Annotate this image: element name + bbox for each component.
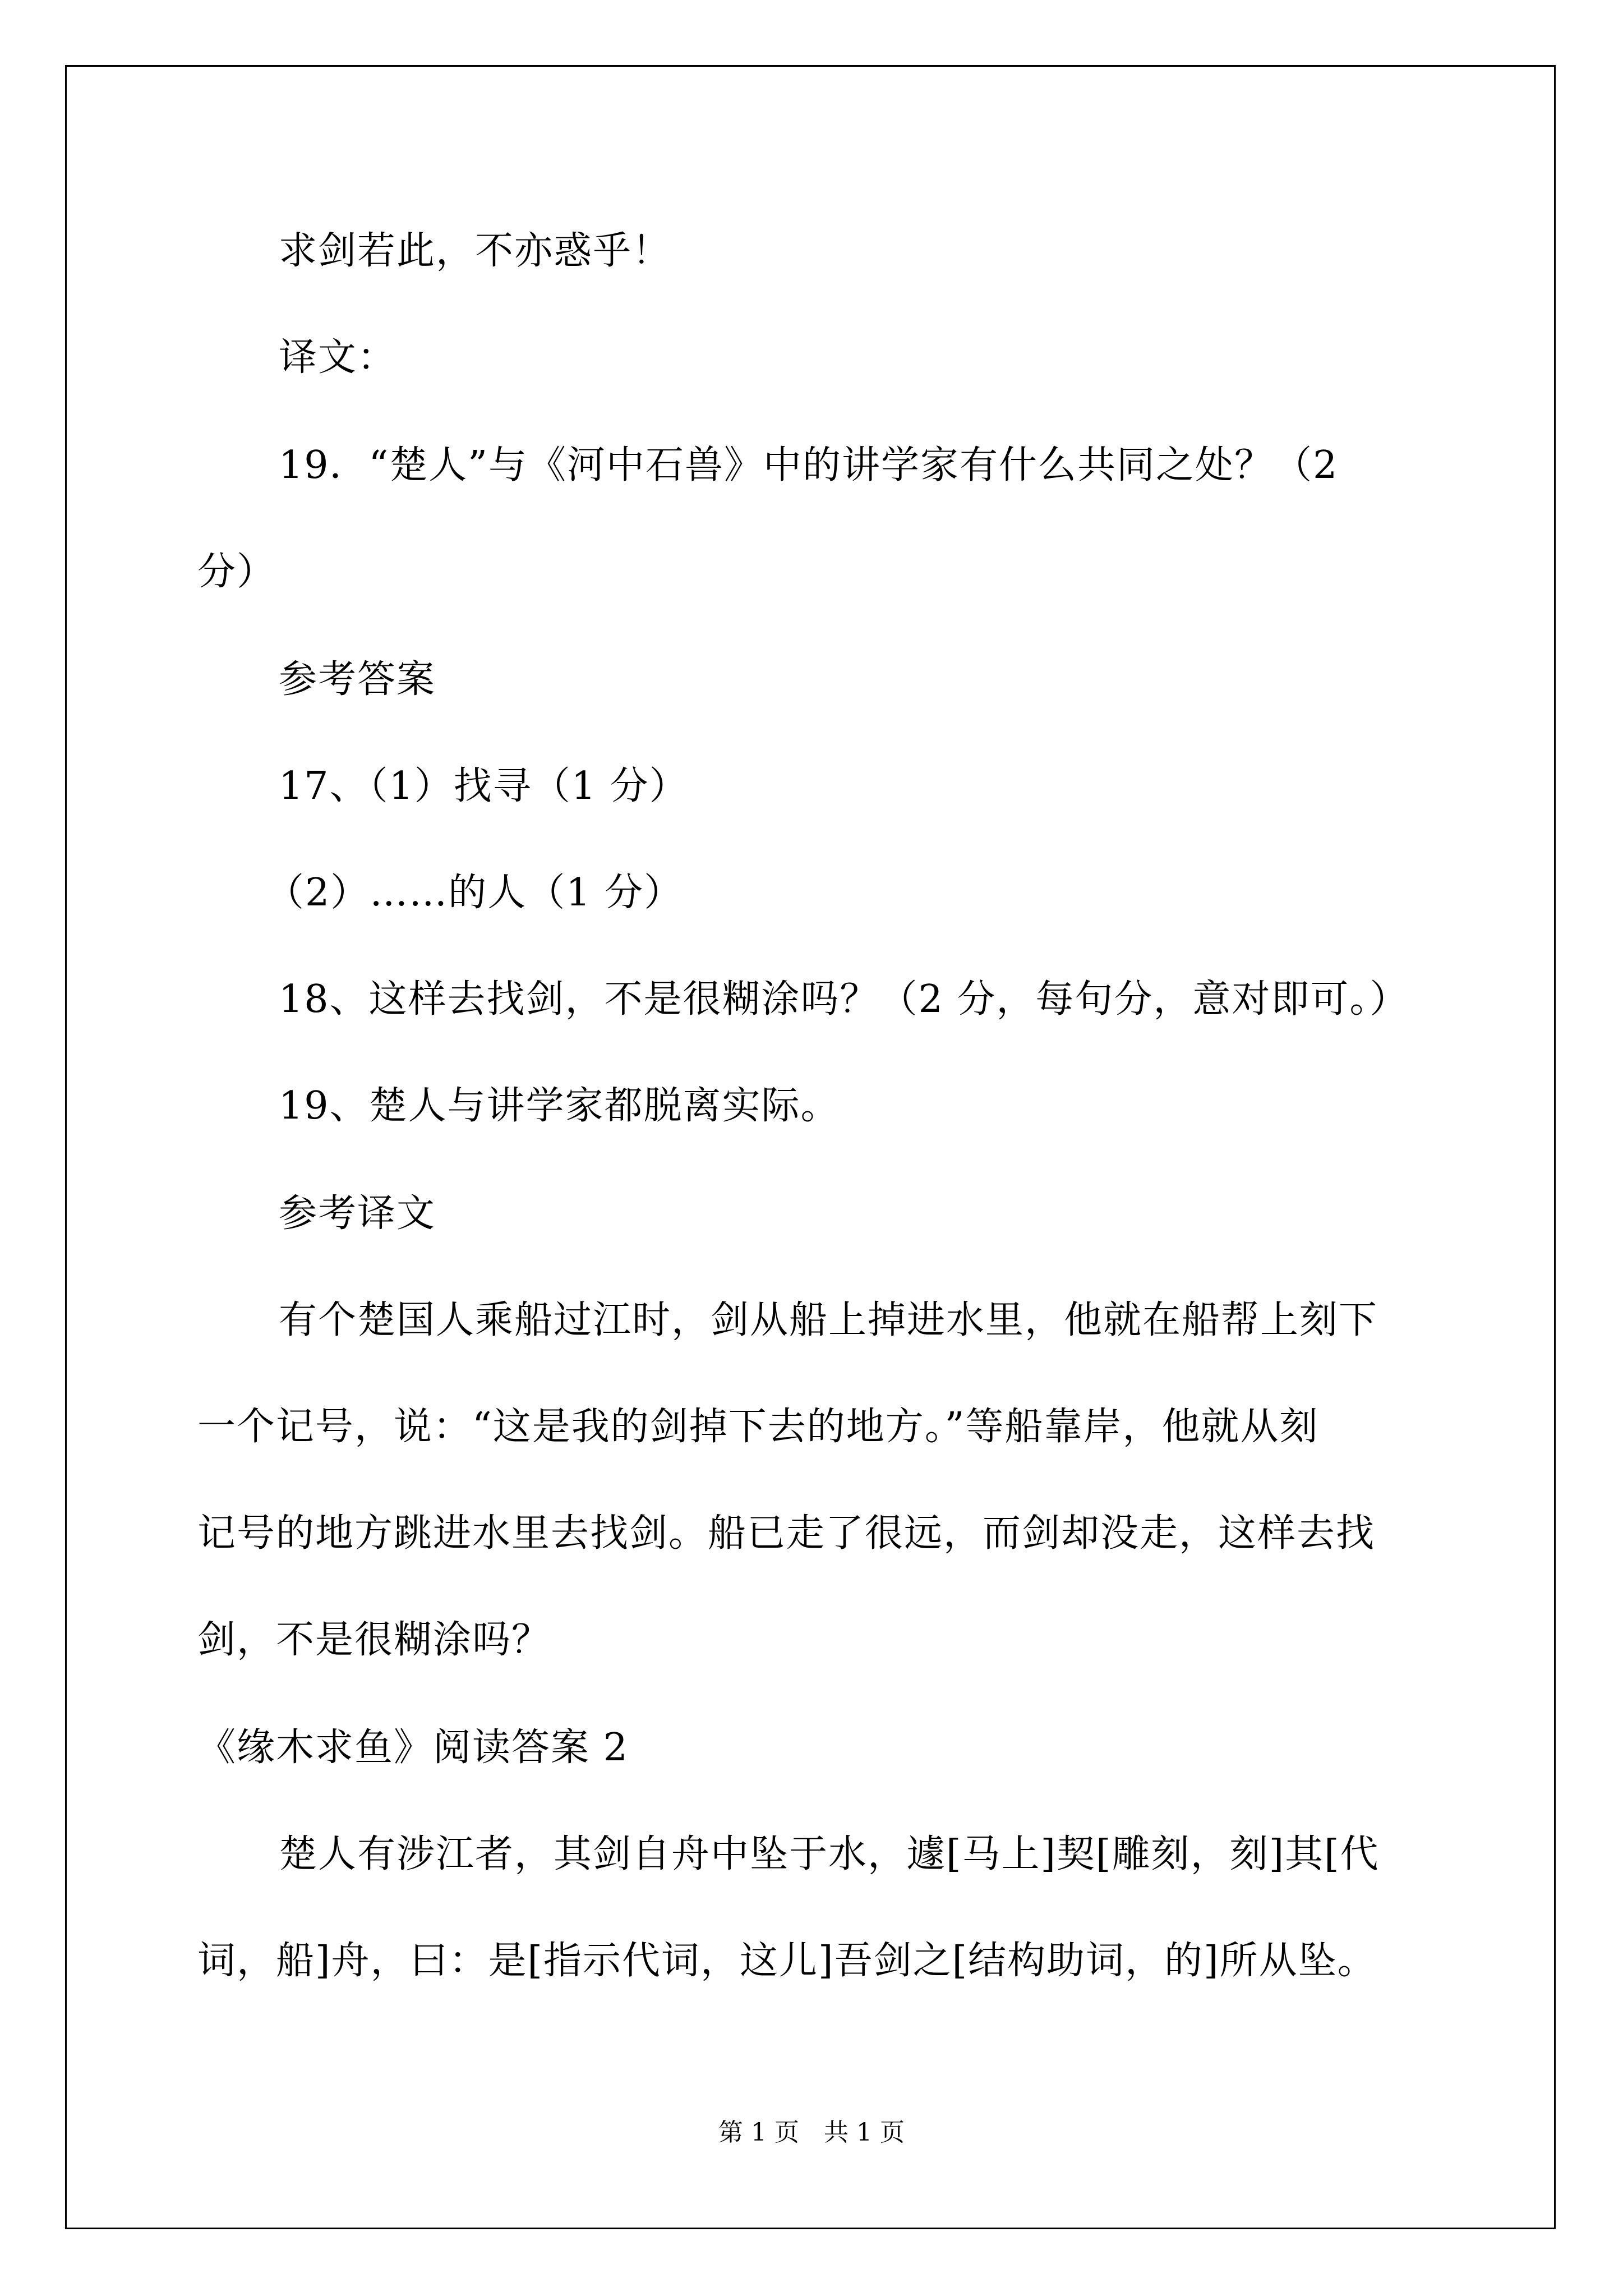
translation-line-3: 记号的地方跳进水里去找剑。船已走了很远，而剑却没走，这样去找 — [197, 1511, 1376, 1556]
question-19-line-1: 19．“楚人”与《河中石兽》中的讲学家有什么共同之处？（2 — [279, 443, 1339, 487]
page-border — [65, 65, 1556, 2229]
section-title: 《缘木求鱼》阅读答案 2 — [197, 1726, 629, 1770]
reference-answer-heading: 参考答案 — [279, 657, 436, 702]
translation-line-1: 有个楚国人乘船过江时，剑从船上掉进水里，他就在船帮上刻下 — [279, 1298, 1378, 1342]
question-19-line-2: 分） — [197, 550, 276, 594]
translation-line-2: 一个记号，说：“这是我的剑掉下去的地方。”等船靠岸，他就从刻 — [197, 1405, 1319, 1449]
text-line-2: 译文： — [279, 335, 397, 380]
text-line-1: 求剑若此，不亦惑乎！ — [279, 229, 672, 273]
reference-translation-heading: 参考译文 — [279, 1191, 436, 1236]
answer-18: 18、这样去找剑，不是很糊涂吗？（2 分，每句分，意对即可。） — [279, 977, 1409, 1022]
original-text-line-1: 楚人有涉江者，其剑自舟中坠于水，遽[马上]契[雕刻，刻]其[代 — [279, 1832, 1380, 1876]
answer-19: 19、楚人与讲学家都脱离实际。 — [279, 1084, 840, 1128]
page-number-footer: 第 1 页 共 1 页 — [718, 2118, 905, 2147]
original-text-line-2: 词，船]舟，曰：是[指示代词，这儿]吾剑之[结构助词，的]所从坠。 — [197, 1939, 1377, 1983]
answer-17-2: （2）……的人（1 分） — [266, 871, 684, 915]
answer-17-1: 17、（1）找寻（1 分） — [279, 764, 689, 808]
translation-line-4: 剑，不是很糊涂吗？ — [197, 1618, 551, 1662]
